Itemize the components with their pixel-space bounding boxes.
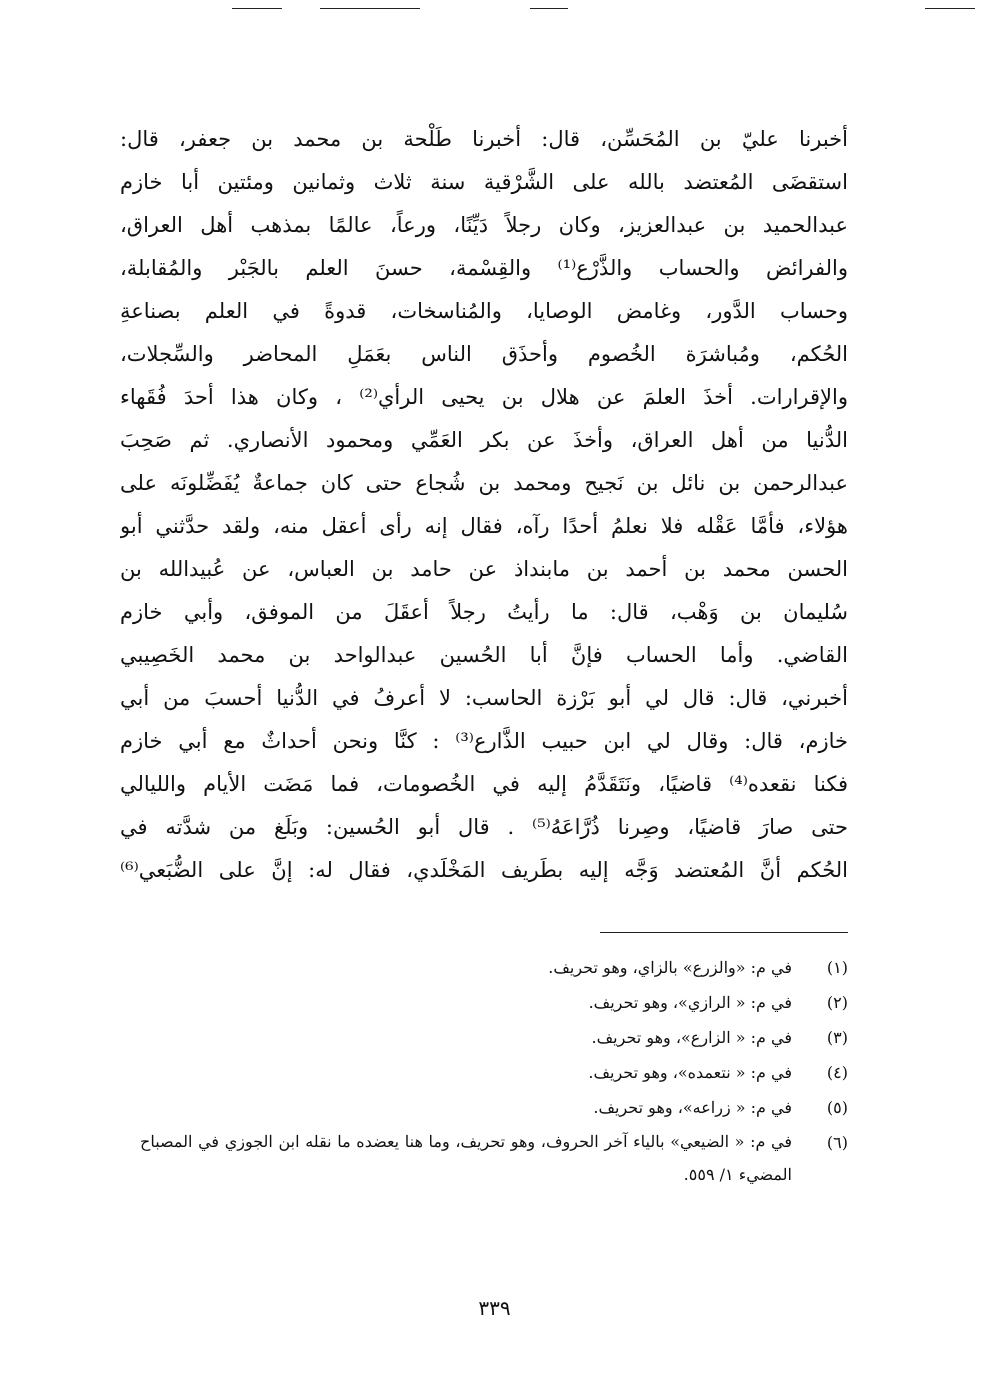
body-line: الدُّنيا من أهل العراق، وأخذَ عن بكر العَمِّي ومحمود الأنصاري. ثم صَحِبَ xyxy=(120,428,848,452)
footnote-number: (١) xyxy=(826,958,848,977)
top-rule-small xyxy=(530,8,568,9)
top-rule-middle xyxy=(320,8,420,9)
body-line: هؤلاء، فأمَّا عَقْله فلا نعلمُ أحدًا رآه، فقال إنه رأى أعقل منه، ولقد حدَّثني أبو xyxy=(120,514,848,538)
page-number: ٣٣٩ xyxy=(478,1296,511,1320)
footnote-number: (٥) xyxy=(826,1098,848,1117)
footnote xyxy=(140,1055,848,1090)
body-line: سُليمان بن وَهْب، قال: ما رأيتُ رجلاً أعقَلَ من الموفق، وأبي خازم xyxy=(120,600,848,624)
footnote-separator xyxy=(600,932,848,933)
footnote-number: (٢) xyxy=(826,993,848,1012)
footnote xyxy=(140,985,848,1020)
footnote-text: في م: « الضيعي» بالياء آخر الحروف، وهو تحريف، وما هنا يعضده ما نقله ابن الجوزي في المصباح المضيء ١/ ٥٥٩. xyxy=(140,1132,792,1184)
body-line: حتى صارَ قاضيًا، وصِرنا ذُرَّاعَهُ⁽⁵⁾ . قال أبو الحُسين: وبَلَغ من شدَّته في xyxy=(120,815,848,839)
footnote xyxy=(140,950,848,985)
footnote-text: في م: « الزارع»، وهو تحريف. xyxy=(591,1028,792,1047)
footnote xyxy=(140,1125,848,1191)
body-line: الحُكم، ومُباشرَة الخُصوم وأحذَق الناس بعَمَلِ المحاضر والسِّجلات، xyxy=(120,342,848,366)
footnote xyxy=(140,1090,848,1125)
footnote-text: في م: « زراعه»، وهو تحريف. xyxy=(593,1098,792,1117)
body-line: الحُكم أنَّ المُعتضد وَجَّه إليه بطَريف المَخْلَدي، فقال له: إنَّ على الضُّبَعي⁽⁶⁾ xyxy=(120,858,848,882)
body-line: الحسن محمد بن أحمد بن مابنداذ عن حامد بن العباس، عن عُبيدالله بن xyxy=(120,557,848,581)
footnote-number: (٣) xyxy=(826,1028,848,1047)
body-line: عبدالحميد بن عبدالعزيز، وكان رجلاً دَيِّنًا، ورعاً، عالمًا بمذهب أهل العراق، xyxy=(120,213,848,237)
top-rule-right xyxy=(925,8,975,9)
body-line: والإقرارات. أخذَ العلمَ عن هلال بن يحيى الرأي⁽²⁾ ، وكان هذا أحدَ فُقَهاء xyxy=(120,385,848,409)
body-line: استقضَى المُعتضد بالله على الشَّرْقية سنة ثلاث وثمانين ومئتين أبا خازم xyxy=(120,170,848,194)
footnotes xyxy=(140,950,848,1191)
top-rule-left xyxy=(232,8,282,9)
body-text xyxy=(120,118,848,892)
body-line: القاضي. وأما الحساب فإنَّ أبا الحُسين عبدالواحد بن محمد الخَصِيبي xyxy=(120,643,848,667)
body-line: أخبرني، قال: قال لي أبو بَرْزة الحاسب: لا أعرفُ في الدُّنيا أحسبَ من أبي xyxy=(120,686,848,710)
footnote-text: في م: « الرازي»، وهو تحريف. xyxy=(588,993,792,1012)
body-line: وحساب الدَّور، وغامض الوصايا، والمُناسخات، قدوةً في العلم بصناعةِ xyxy=(120,299,848,323)
body-line: فكنا نقعده⁽⁴⁾ قاضيًا، ونَتَقَدَّمُ إليه في الخُصومات، فما مَضَت الأيام والليالي xyxy=(120,772,848,796)
body-line: أخبرنا عليّ بن المُحَسِّن، قال: أخبرنا طَلْحة بن محمد بن جعفر، قال: xyxy=(120,127,848,151)
footnote-number: (٦) xyxy=(826,1133,848,1152)
body-line: خازم، قال: وقال لي ابن حبيب الذَّارع⁽³⁾ : كنَّا ونحن أحداثٌ مع أبي خازم xyxy=(120,729,848,753)
body-line: عبدالرحمن بن نائل بن نَجيح ومحمد بن شُجاع حتى كان جماعةٌ يُفَضِّلونَه على xyxy=(120,471,848,495)
footnote-text: في م: « نتعمده»، وهو تحريف. xyxy=(588,1063,792,1082)
footnote xyxy=(140,1020,848,1055)
footnote-text: في م: «والزرع» بالزاي، وهو تحريف. xyxy=(548,958,792,977)
footnote-number: (٤) xyxy=(826,1063,848,1082)
body-line: والفرائض والحساب والذَّرْع⁽¹⁾ والقِسْمة، حسنَ العلم بالجَبْر والمُقابلة، xyxy=(120,256,848,280)
